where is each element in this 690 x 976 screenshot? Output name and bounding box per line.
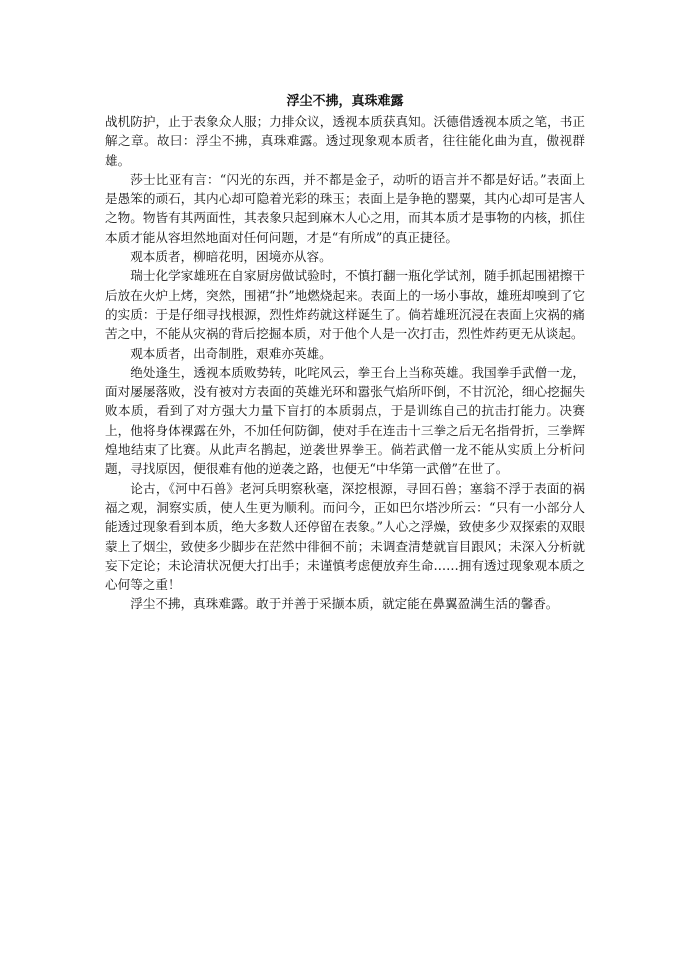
paragraph-6: 绝处逢生，透视本质败势转，叱咤风云，拳王台上当称英雄。我国拳手武僧一龙，面对屡屡落败，没有被对方表面的英雄光环和嚣张气焰所吓倒，不甘沉沦，细心挖掘失败本质，看到了对方强大力量下盲打的本质弱点，于是训练自己的抗击打能力。决赛上，他将身体裸露在外，不加任何防御，使对手在连击十三拳之后无名指骨折，三拳辉煌地结束了比赛。从此声名鹊起，逆袭世界拳王。倘若武僧一龙不能从实质上分析问题，寻找原因，便很难有他的逆袭之路，也便无“中华第一武僧”在世了。 bbox=[105, 364, 585, 477]
paragraph-4: 瑞士化学家雄班在自家厨房做试验时，不慎打翻一瓶化学试剂，随手抓起围裙擦干后放在火炉上烤，突然，围裙“扑”地燃烧起来。表面上的一场小事故，雄班却嗅到了它的实质：于是仔细寻找根源，烈性炸药就这样诞生了。倘若雄班沉浸在表面上灾祸的痛苦之中，不能从灾祸的背后挖掘本质，对于他个人是一次打击，烈性炸药更无从谈起。 bbox=[105, 268, 585, 342]
paragraph-7: 论古，《河中石兽》老河兵明察秋毫，深挖根源，寻回石兽；塞翁不浮于表面的祸福之观，洞察实质，使人生更为顺利。而问今，正如巴尔塔沙所云：“只有一小部分人能透过现象看到本质，绝大多数人还停留在表象。”人心之浮燥，致使多少双探索的双眼蒙上了烟尘，致使多少脚步在茫然中徘徊不前；未调查清楚就盲目跟风；未深入分析就妄下定论；未论清状况便大打出手；未谨慎考虑便放弃生命……拥有透过现象观本质之心何等之重！ bbox=[105, 480, 585, 593]
paragraph-3: 观本质者，柳暗花明，困境亦从容。 bbox=[130, 249, 332, 265]
paragraph-8: 浮尘不拂，真珠难露。敢于并善于采撷本质，就定能在鼻翼盈满生活的馨香。 bbox=[130, 596, 559, 612]
paragraph-1: 战机防护，止于表象众人服；力排众议，透视本质获真知。沃德借透视本质之笔，书正解之章。故曰：浮尘不拂，真珠难露。透过现象观本质者，往往能化曲为直，傲视群雄。 bbox=[105, 114, 585, 168]
paragraph-5: 观本质者，出奇制胜，艰难亦英雄。 bbox=[130, 345, 332, 361]
document-body bbox=[105, 90, 585, 614]
paragraph-2: 莎士比亚有言：“闪光的东西，并不都是金子，动听的语言并不都是好话。”表面上是愚笨的顽石，其内心却可隐着光彩的珠玉；表面上是争艳的罂粟，其内心却可是害人之物。物皆有其两面性，其表象只起到麻木人心之用，而其本质才是事物的内核，抓住本质才能从容坦然地面对任何问题，才是“有所成”的真正捷径。 bbox=[105, 171, 585, 245]
document-title: 浮尘不拂，真珠难露 bbox=[286, 94, 404, 109]
